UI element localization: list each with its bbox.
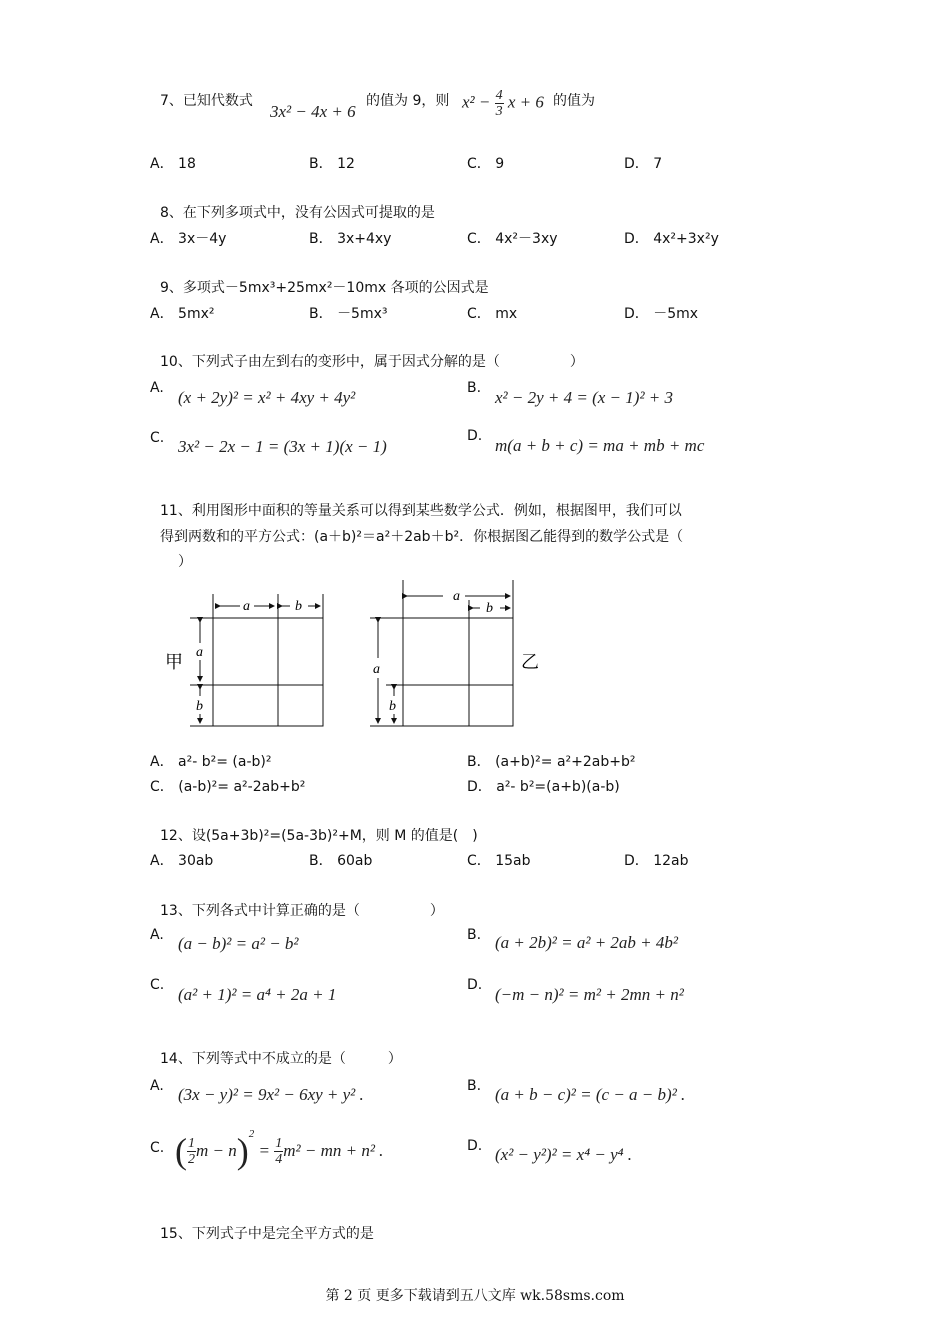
q14-option-a-label: A. xyxy=(150,1078,164,1094)
q12-option-b: B． 60ab xyxy=(309,853,373,869)
paren-right: ) xyxy=(236,1131,249,1171)
q10-option-d-expr: m(a + b + c) = ma + mb + mc xyxy=(495,436,705,455)
q10-option-d-label: D. xyxy=(467,428,483,444)
q8-option-a: A． 3x－4y xyxy=(150,231,227,247)
q14c-mid: m − n xyxy=(196,1141,237,1160)
page-footer: 第 2 页 更多下载请到五八文库 wk.58sms.com xyxy=(325,1288,625,1304)
yi-label-b-left: b xyxy=(389,699,396,714)
q11-line2: 得到两数和的平方公式：(a＋b)²＝a²＋2ab＋b²．你根据图乙能得到的数学公式是（ xyxy=(160,529,684,545)
q12-option-d: D． 12ab xyxy=(624,853,689,869)
q14c-tail: m² − mn + n² . xyxy=(283,1141,384,1160)
q15-stem: 15、下列式子中是完全平方式的是 xyxy=(160,1226,374,1242)
q10-stem: 10、下列式子由左到右的变形中，属于因式分解的是（ ） xyxy=(160,354,584,370)
paren-left: ( xyxy=(175,1131,187,1171)
q14c-frac1: $\frac{1}{2}$ xyxy=(188,1135,195,1167)
q10-option-c-label: C. xyxy=(150,430,165,446)
q11-option-b: B． (a+b)²= a²+2ab+b² xyxy=(467,754,636,770)
q11-option-c: C． (a-b)²= a²-2ab+b² xyxy=(150,779,306,795)
q13-option-c-label: C. xyxy=(150,977,165,993)
jia-label-a-left: a xyxy=(196,645,203,660)
q14-option-a-expr: (3x − y)² = 9x² − 6xy + y² . xyxy=(178,1085,364,1104)
q14c-eq: = xyxy=(258,1141,270,1160)
q11-line1: 11、利用图形中面积的等量关系可以得到某些数学公式．例如，根据图甲，我们可以 xyxy=(160,503,682,519)
q7-expr2-pre: x² − xyxy=(462,92,491,112)
q9-stem: 9、多项式－5mx³+25mx²－10mx 各项的公因式是 xyxy=(160,280,489,296)
q7-frac-den: 3 xyxy=(495,104,503,119)
q7-option-b: B． 12 xyxy=(309,156,355,172)
q14c-frac2: $\frac{1}{4}$ xyxy=(275,1135,283,1167)
jia-label-b-top: b xyxy=(295,599,302,614)
q9-option-b: B． －5mx³ xyxy=(309,306,388,322)
q12-stem: 12、设(5a+3b)²=(5a-3b)²+M，则 M 的值是( ) xyxy=(160,828,478,844)
q10-option-b-expr: x² − 2y + 4 = (x − 1)² + 3 xyxy=(495,388,674,407)
q7-option-a: A． 18 xyxy=(150,156,196,172)
q7-option-d: D． 7 xyxy=(624,156,663,172)
q11-option-d: D． a²- b²=(a+b)(a-b) xyxy=(467,779,620,795)
yi-label-a-left: a xyxy=(373,662,380,677)
q11-line3: ） xyxy=(178,554,192,570)
q11-option-a: A． a²- b²= (a-b)² xyxy=(150,754,272,770)
q13-option-b-label: B. xyxy=(467,927,482,943)
jia-label-a-top: a xyxy=(243,599,250,614)
q14-stem: 14、下列等式中不成立的是（ ） xyxy=(160,1051,402,1067)
q13-option-d-label: D. xyxy=(467,977,483,993)
q7-stem-c: 的值为 xyxy=(553,93,595,109)
q13-option-a-expr: (a − b)² = a² − b² xyxy=(178,934,299,953)
q9-option-c: C． mx xyxy=(467,306,518,322)
q14-option-c-label: C. xyxy=(150,1140,165,1156)
q13-stem: 13、下列各式中计算正确的是（ ） xyxy=(160,903,444,919)
yi-label-a-top: a xyxy=(453,589,460,604)
q7-expr2-post: x + 6 xyxy=(507,92,544,112)
q13-option-d-expr: (−m − n)² = m² + 2mn + n² xyxy=(495,985,684,1004)
q14-option-c-expr xyxy=(175,1127,384,1172)
q9-option-a: A． 5mx² xyxy=(150,306,215,322)
q7-stem-a: 7、已知代数式 xyxy=(160,93,253,109)
q13-option-b-expr: (a + 2b)² = a² + 2ab + 4b² xyxy=(495,933,678,952)
q13-option-c-expr: (a² + 1)² = a⁴ + 2a + 1 xyxy=(178,985,337,1004)
q8-stem: 8、在下列多项式中，没有公因式可提取的是 xyxy=(160,205,435,221)
q11-figures xyxy=(160,578,560,738)
q8-option-c: C． 4x²－3xy xyxy=(467,231,558,247)
q7-stem-b: 的值为 9，则 xyxy=(366,93,450,109)
q8-option-b: B． 3x+4xy xyxy=(309,231,392,247)
q10-option-a-expr: (x + 2y)² = x² + 4xy + 4y² xyxy=(178,388,356,407)
yi-caption: 乙 xyxy=(521,652,539,673)
q9-option-d: D． －5mx xyxy=(624,306,699,322)
jia-label-b-left: b xyxy=(196,699,203,714)
q14-option-d-label: D. xyxy=(467,1138,483,1154)
q7-expr2 xyxy=(462,88,544,119)
figure-jia xyxy=(190,594,323,726)
q10-option-c-expr: 3x² − 2x − 1 = (3x + 1)(x − 1) xyxy=(178,437,387,456)
q12-option-a: A． 30ab xyxy=(150,853,214,869)
q14-option-d-expr: (x² − y²)² = x⁴ − y⁴ . xyxy=(495,1145,633,1164)
q7-frac-num: 4 xyxy=(495,88,503,103)
yi-label-b-top: b xyxy=(486,601,493,616)
q10-option-b-label: B. xyxy=(467,380,482,396)
q14-option-b-label: B. xyxy=(467,1078,482,1094)
q13-option-a-label: A. xyxy=(150,927,164,943)
q8-option-d: D． 4x²+3x²y xyxy=(624,231,719,247)
jia-caption: 甲 xyxy=(165,652,183,673)
q14-option-b-expr: (a + b − c)² = (c − a − b)² . xyxy=(495,1085,686,1104)
q14c-exp: 2 xyxy=(248,1127,255,1140)
q7-option-c: C． 9 xyxy=(467,156,505,172)
q7-fraction xyxy=(495,88,504,119)
q7-expr1: 3x² − 4x + 6 xyxy=(270,102,356,121)
q10-option-a-label: A. xyxy=(150,380,164,396)
q12-option-c: C． 15ab xyxy=(467,853,531,869)
